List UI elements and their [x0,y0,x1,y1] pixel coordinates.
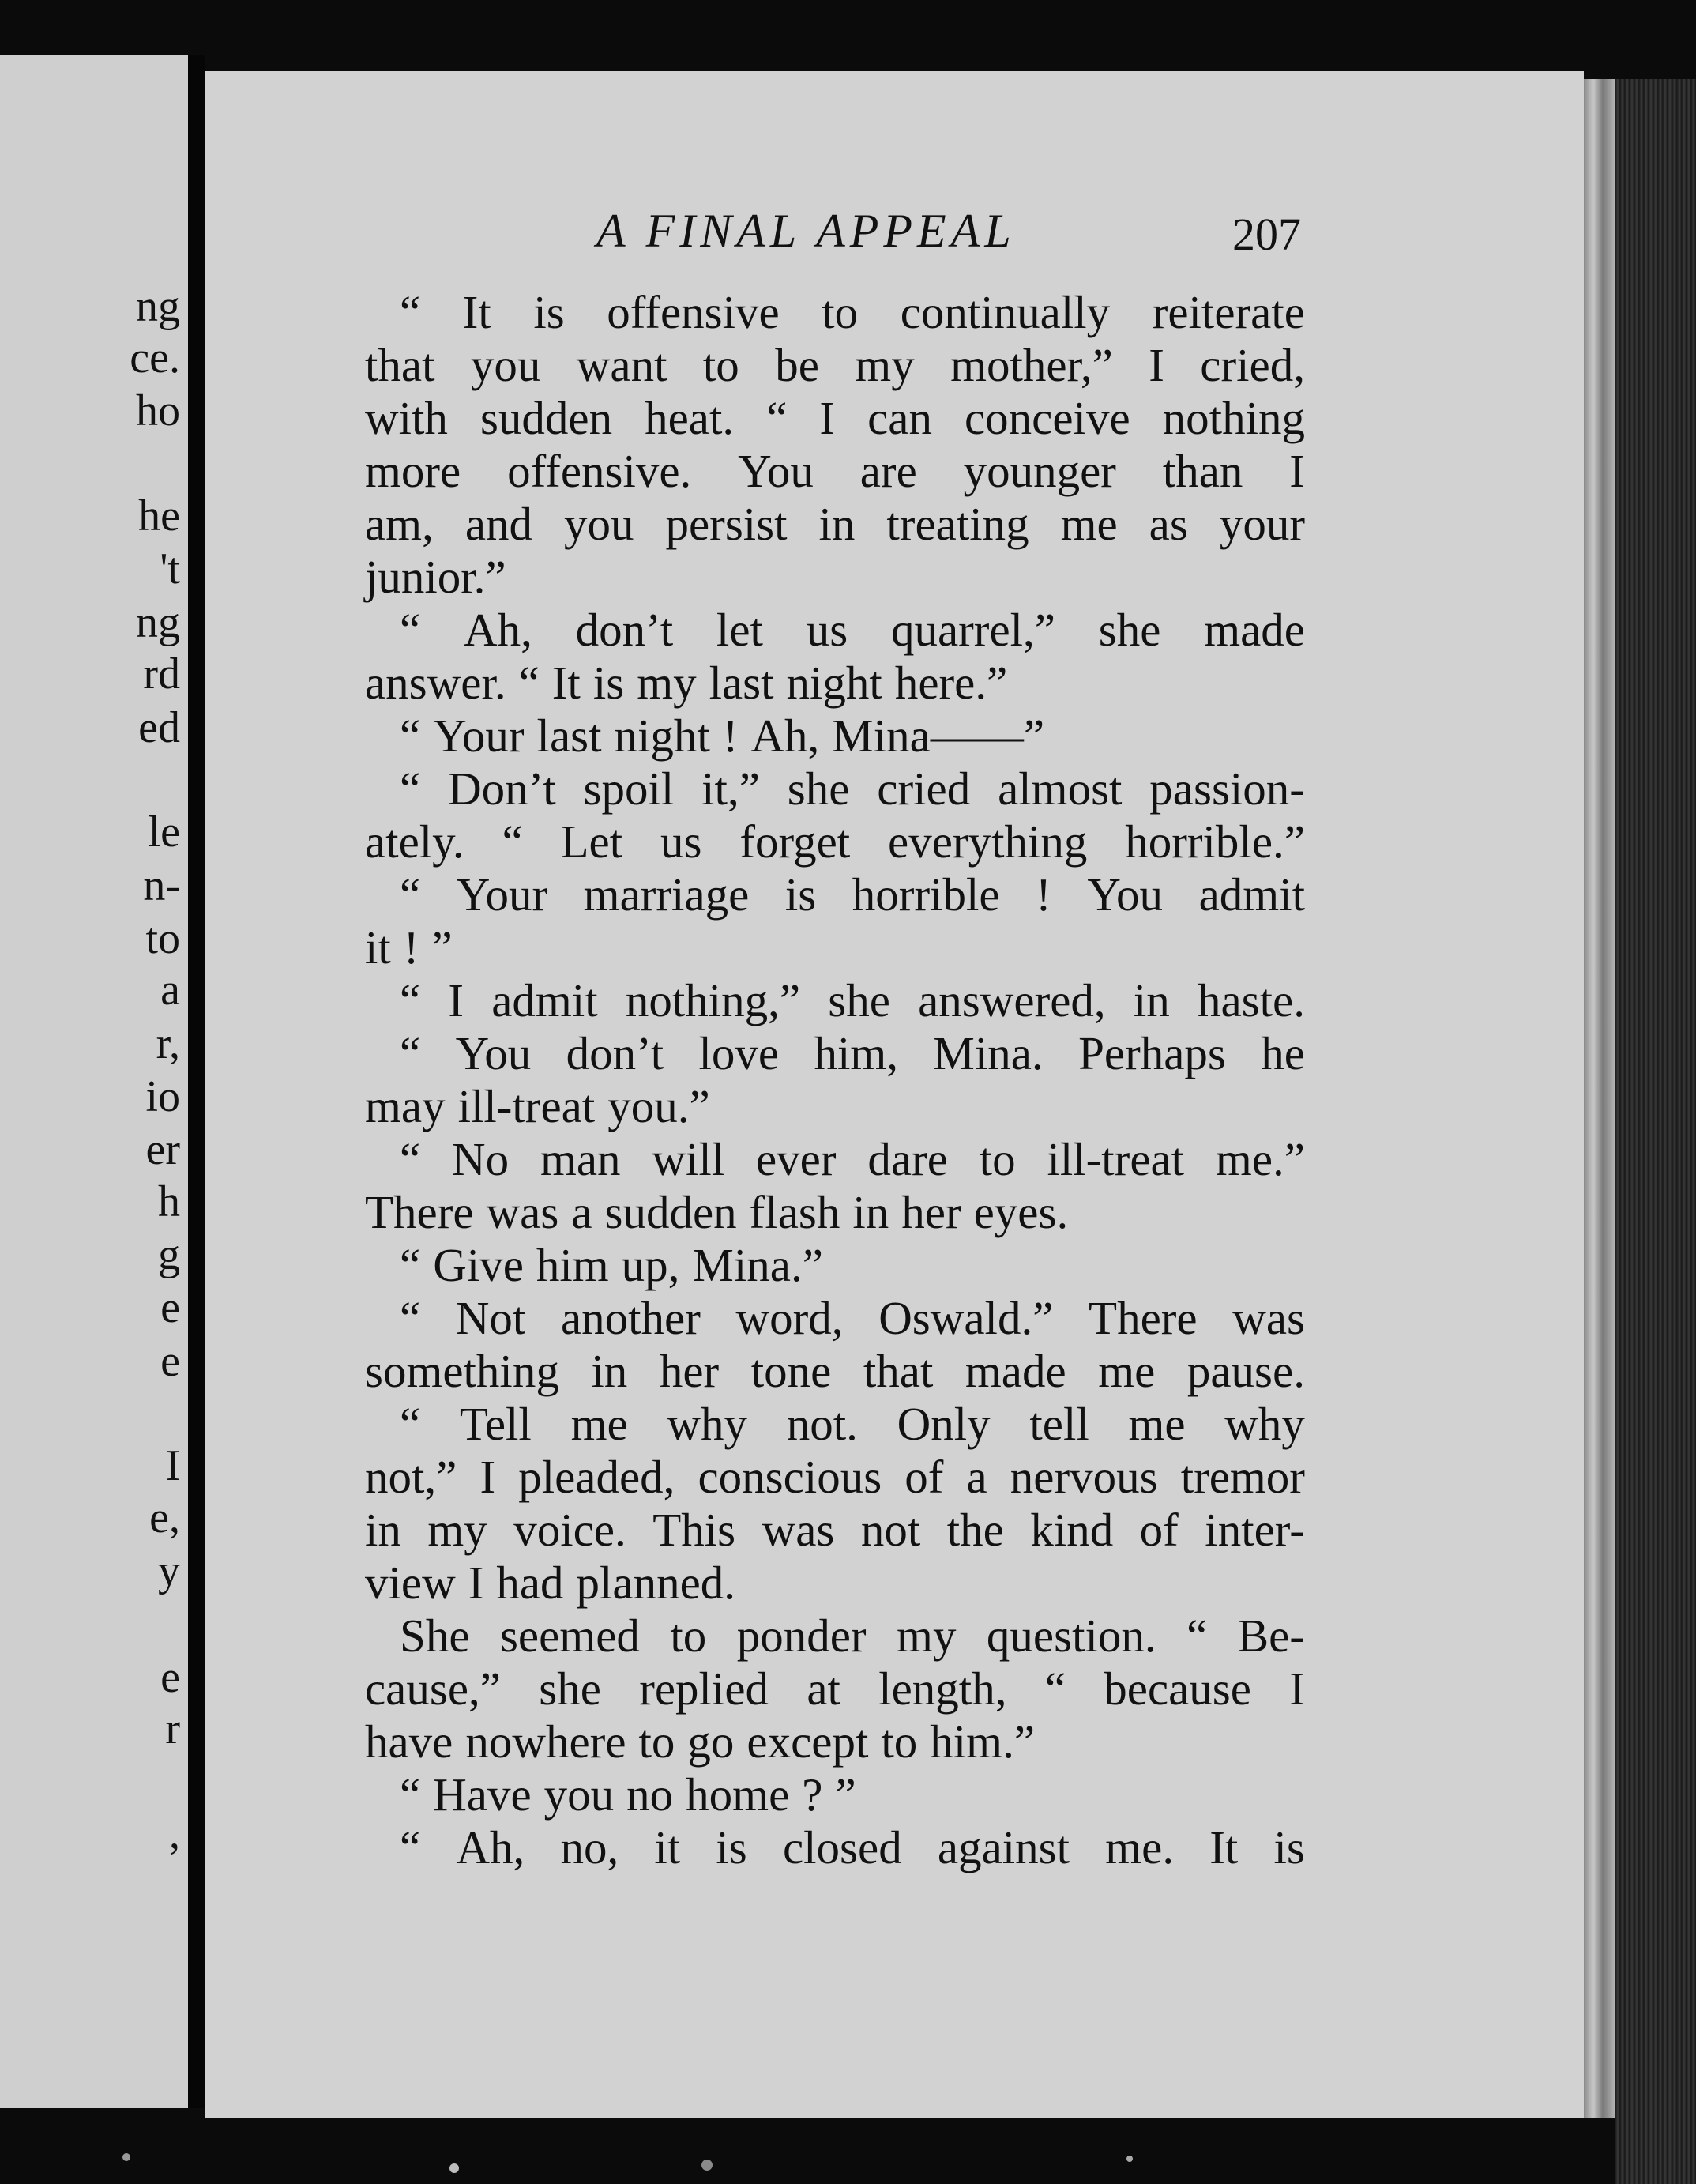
text-line: ately. “ Let us forget everything horrible.” [365,815,1305,868]
text-line: “ Give him up, Mina.” [400,1239,823,1291]
text-line: “ Tell me why not. Only tell me why [400,1398,1305,1450]
page-edge [1584,79,1615,2118]
text-line: cause,” she replied at length, “ because I [365,1662,1305,1715]
text-line: am, and you persist in treating me as your [365,498,1305,550]
left-page-text-fragment: ed [138,703,180,752]
left-page-text-fragment: e, [149,1493,180,1542]
text-line: “ No man will ever dare to ill-treat me.” [400,1133,1305,1185]
text-line: There was a sudden flash in her eyes. [365,1186,1069,1238]
left-page-text-fragment: , [169,1809,180,1858]
left-page-text-fragment: io [145,1072,180,1121]
text-line: “ Ah, no, it is closed against me. It is [400,1821,1305,1873]
left-page-text-fragment: I [165,1441,180,1490]
left-page-fragment [0,55,188,2108]
running-head: A FINAL APPEAL [596,205,1016,257]
text-line: “ Your marriage is horrible ! You admit [400,868,1305,921]
left-page-text-fragment: er [145,1125,180,1174]
left-page-text-fragment: r, [156,1019,180,1068]
text-line: may ill-treat you.” [365,1080,710,1132]
text-line: answer. “ It is my last night here.” [365,657,1008,709]
left-page-text-fragment: he [138,491,180,540]
text-line: it ! ” [365,921,453,973]
book-edge [1615,79,1696,2184]
text-line: “ You don’t love him, Mina. Perhaps he [400,1027,1305,1079]
left-page-text-fragment: h [158,1177,180,1226]
text-line: “ Have you no home ? ” [400,1768,856,1821]
text-line: more offensive. You are younger than I [365,445,1305,497]
text-line: in my voice. This was not the kind of inter- [365,1504,1305,1556]
text-line: She seemed to ponder my question. “ Be- [400,1610,1305,1662]
left-page-text-fragment: e [160,1653,180,1702]
left-page-text-fragment: ho [136,386,180,435]
text-line: “ It is offensive to continually reiterate [400,286,1305,338]
text-line: have nowhere to go except to him.” [365,1715,1036,1768]
left-page-text-fragment: r [165,1704,180,1753]
body-text [365,286,1305,1874]
text-line: “ Ah, don’t let us quarrel,” she made [400,604,1305,656]
text-line: that you want to be my mother,” I cried, [365,339,1305,391]
left-page-text-fragment: rd [143,650,180,699]
left-page-text-fragment: y [158,1546,180,1595]
left-page-text-fragment: a [160,966,180,1015]
text-line: with sudden heat. “ I can conceive nothing [365,392,1305,444]
text-line: “ I admit nothing,” she answered, in haste. [400,974,1305,1026]
left-page-text-fragment: ng [136,282,180,331]
text-line: junior.” [365,551,506,603]
text-line: something in her tone that made me pause. [365,1345,1305,1397]
left-page-text-fragment: g [158,1230,180,1279]
page-gutter [188,55,205,2108]
left-page-text-fragment: 't [160,544,180,593]
left-page-text-fragment: ng [136,598,180,647]
left-page-text-fragment: to [145,914,180,963]
left-page-text-fragment: n- [143,861,180,910]
page-number: 207 [1232,209,1301,260]
left-page-text-fragment: ce. [130,333,180,382]
left-page-text-fragment: le [148,808,180,857]
text-line: not,” I pleaded, conscious of a nervous tremor [365,1451,1305,1503]
text-line: “ Your last night ! Ah, Mina——” [400,710,1045,762]
text-line: “ Not another word, Oswald.” There was [400,1292,1305,1344]
left-page-text-fragment: e [160,1337,180,1386]
text-line: “ Don’t spoil it,” she cried almost passion- [400,763,1305,815]
left-page-text-fragment: e [160,1283,180,1332]
text-line: view I had planned. [365,1557,736,1609]
scan-specks [0,2133,1696,2184]
